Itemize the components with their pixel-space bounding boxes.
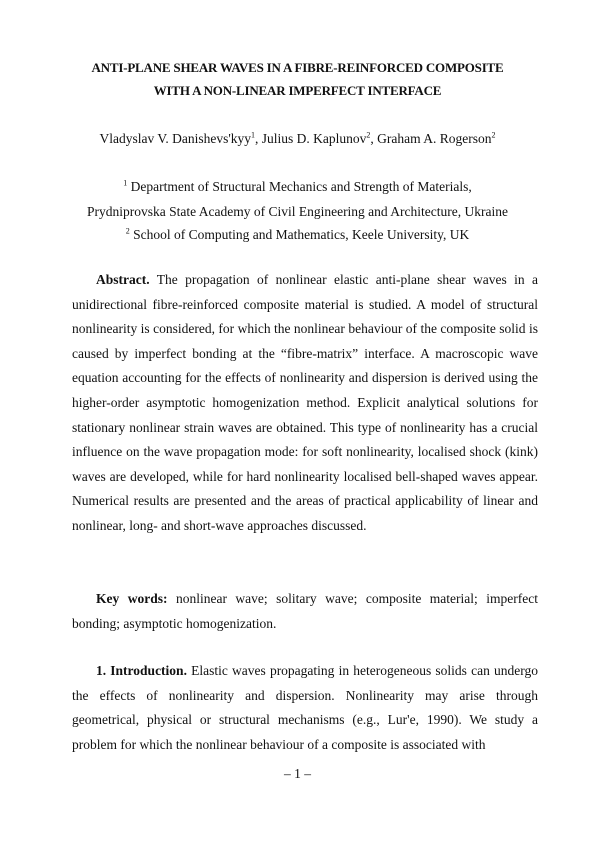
author-affiliation-marker: 2 <box>366 130 371 140</box>
author-list <box>20 128 575 150</box>
affiliation-1-line-2: Prydniprovska State Academy of Civil Engineering and Architecture, Ukraine <box>86 204 508 219</box>
title-line-1: ANTI-PLANE SHEAR WAVES IN A FIBRE-REINFORCED COMPOSITE <box>91 60 504 75</box>
abstract <box>72 268 538 539</box>
title-line-2: WITH A NON-LINEAR IMPERFECT INTERFACE <box>153 83 442 98</box>
affiliation-1-line-1 <box>20 176 575 198</box>
author-name: Graham A. Rogerson <box>377 131 492 146</box>
affiliation-marker: 1 <box>123 178 128 188</box>
section-text: Elastic waves propagating in heterogeneous solids can undergo the effects of nonlinearity and dispersion. Nonlinearity may arise through geometrical, physical or structural mechanisms (e.g., Lur'e, 1990). We study a problem for which the nonlinear behaviour of a composite is associated with <box>72 663 538 752</box>
section-heading: 1. Introduction. <box>96 663 187 678</box>
affiliation-2 <box>20 224 575 246</box>
author-affiliation-marker: 2 <box>491 130 496 140</box>
affiliation-text: Department of Structural Mechanics and Strength of Materials, <box>127 179 472 194</box>
author-separator: , <box>255 131 262 146</box>
keywords <box>72 587 538 636</box>
affiliation-text: School of Computing and Mathematics, Keele University, UK <box>129 227 470 242</box>
abstract-text: The propagation of nonlinear elastic anti-plane shear waves in a unidirectional fibre-reinforced composite material is studied. A model of structural nonlinearity is considered, for which the nonlinear behaviour of the composite solid is caused by imperfect bonding at the “fibre-matrix” interface. A macroscopic wave equation accounting for the effects of nonlinearity and dispersion is derived using the higher-order asymptotic homogenization method. Explicit analytical solutions for stationary nonlinear strain waves are obtained. This type of nonlinearity has a crucial influence on the wave propagation mode: for soft nonlinearity, localised shock (kink) waves are developed, while for hard nonlinearity localised bell-shaped waves appear. Numerical results are presented and the areas of practical applicability of linear and nonlinear, long- and short-wave approaches discussed. <box>72 272 538 533</box>
author-affiliation-marker: 1 <box>251 130 256 140</box>
page-number: – 1 – <box>284 766 311 781</box>
introduction-section <box>72 659 538 757</box>
author-name: Julius D. Kaplunov <box>261 131 367 146</box>
abstract-label: Abstract. <box>96 272 150 287</box>
keywords-label: Key words: <box>96 591 168 606</box>
author-separator: , <box>370 131 378 146</box>
affiliation-marker: 2 <box>125 226 130 236</box>
author-name: Vladyslav V. Danishevs'kyy <box>99 131 252 146</box>
keywords-text: nonlinear wave; solitary wave; composite material; imperfect bonding; asymptotic homogenization. <box>72 591 538 631</box>
